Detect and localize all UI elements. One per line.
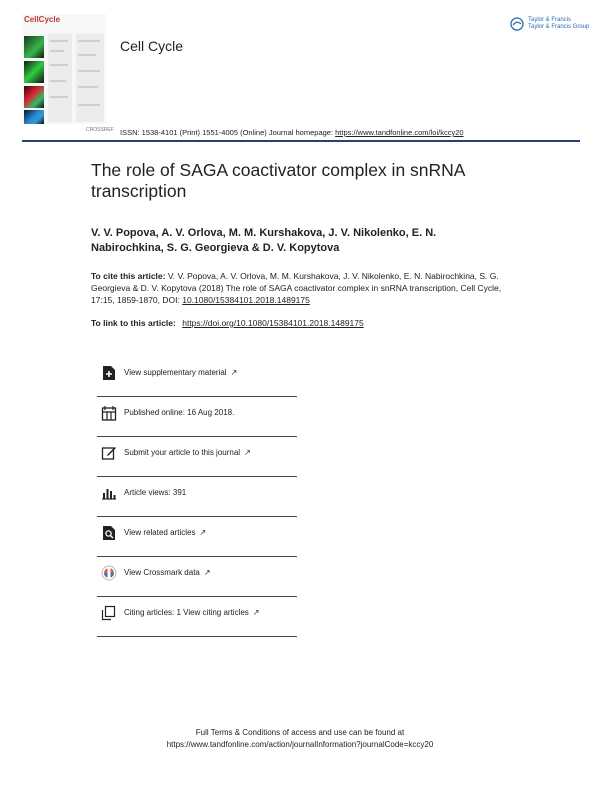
action-label: View Crossmark data	[124, 568, 200, 577]
issn-line	[120, 128, 464, 137]
external-link-icon: ↗	[244, 448, 251, 457]
cover-text-column	[76, 34, 104, 122]
action-label: Citing articles: 1 View citing articles	[124, 608, 249, 617]
crossmark-icon	[101, 565, 117, 581]
action-label: View supplementary material	[124, 368, 227, 377]
cover-image-panel	[24, 61, 44, 83]
article-link-label: To link to this article:	[91, 318, 176, 328]
publisher-group: Taylor & Francis Group	[528, 24, 590, 30]
header-divider	[22, 140, 580, 142]
view-related-articles-link[interactable]	[97, 520, 297, 557]
view-crossmark-link[interactable]	[97, 560, 297, 597]
article-authors: V. V. Popova, A. V. Orlova, M. M. Kurshakova, J. V. Nikolenko, E. N. Nabirochkina, S. G. Georgieva & D. V. Kopytova	[91, 227, 437, 254]
issn-text: ISSN: 1538-4101 (Print) 1551-4005 (Online) Journal homepage:	[120, 128, 334, 137]
action-label: Published online: 16 Aug 2018.	[124, 408, 235, 417]
journal-cover-thumbnail	[22, 14, 106, 124]
calendar-icon	[101, 405, 117, 421]
supplement-icon	[101, 365, 117, 381]
external-link-icon: ↗	[203, 568, 211, 577]
citation-doi-link[interactable]: 10.1080/15384101.2018.1489175	[182, 295, 310, 305]
citing-articles-link[interactable]	[97, 600, 297, 637]
terms-text: Full Terms & Conditions of access and use can be found at	[195, 728, 405, 737]
journal-name: Cell Cycle	[120, 38, 184, 54]
citation-label: To cite this article:	[91, 271, 166, 281]
journal-homepage-link[interactable]: https://www.tandfonline.com/loi/kccy20	[335, 128, 464, 137]
terms-footer	[100, 727, 500, 751]
cover-image-panel	[24, 110, 44, 124]
external-link-icon: ↗	[199, 528, 207, 537]
action-label: View related articles	[124, 528, 196, 537]
edit-icon	[101, 445, 117, 461]
external-link-icon: ↗	[252, 608, 260, 617]
citing-icon	[101, 605, 117, 621]
cover-text-column	[48, 34, 72, 122]
cover-image-panel	[24, 36, 44, 58]
publisher-logo-icon	[510, 17, 524, 31]
search-doc-icon	[101, 525, 117, 541]
publisher-logo[interactable]	[510, 17, 590, 36]
citation-block	[91, 270, 511, 306]
article-views-row	[97, 480, 297, 517]
external-link-icon: ↗	[230, 368, 238, 377]
cover-image-panel	[24, 86, 44, 108]
bar-chart-icon	[101, 485, 117, 501]
terms-link[interactable]: https://www.tandfonline.com/action/journalInformation?journalCode=kccy20	[166, 740, 434, 749]
action-label: Submit your article to this journal	[124, 448, 241, 457]
submit-article-link[interactable]	[97, 440, 297, 477]
citation-text: V. V. Popova, A. V. Orlova, M. M. Kurshakova, J. V. Nikolenko, E. N. Nabirochkina, S. G. Georgieva & D. V. Kopytova (2018) The role of SAGA coactivator complex in snRNA transcription, Cell Cycle, 17:15, 1859-1870, DOI:	[91, 271, 502, 305]
crossref-logo: CROSSREF	[86, 127, 114, 133]
view-supplementary-link[interactable]	[97, 360, 297, 397]
article-doi-link[interactable]: https://doi.org/10.1080/15384101.2018.1489175	[182, 318, 364, 328]
published-online-row	[97, 400, 297, 437]
article-link-block	[91, 318, 364, 328]
publisher-name: Taylor & Francis	[528, 17, 572, 23]
article-title: The role of SAGA coactivator complex in snRNA transcription	[91, 160, 465, 201]
cover-logo: CellCycle	[24, 15, 61, 24]
action-label: Article views: 391	[124, 488, 187, 497]
